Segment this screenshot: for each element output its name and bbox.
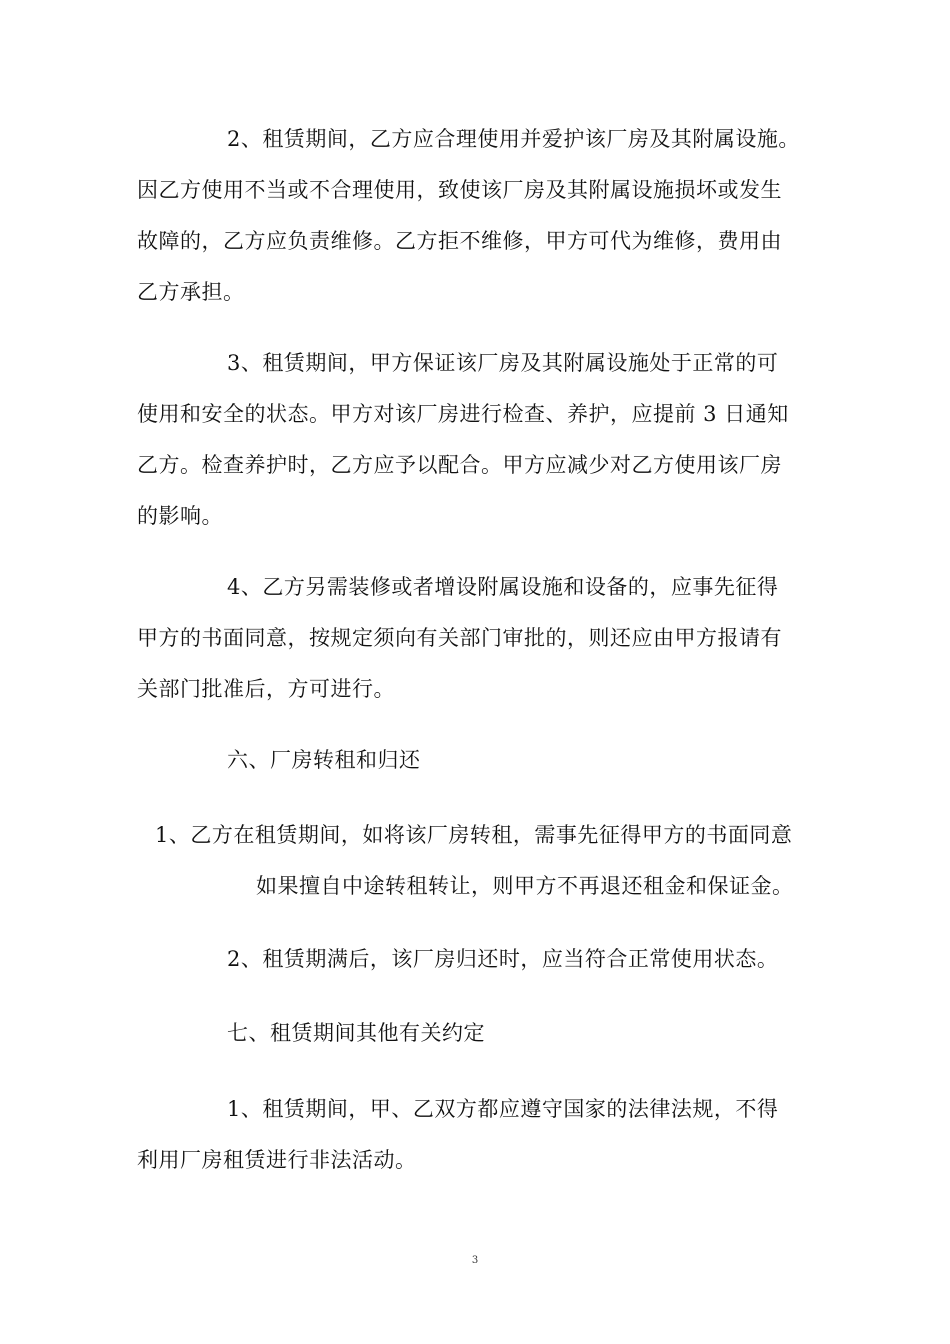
paragraph-line: 如果擅自中途转租转让，则甲方不再退还租金和保证金。 <box>256 874 794 898</box>
paragraph-line: 3、租赁期间，甲方保证该厂房及其附属设施处于正常的可 <box>227 351 779 375</box>
paragraph-line: 乙方。检查养护时，乙方应予以配合。甲方应减少对乙方使用该厂房 <box>137 453 782 477</box>
paragraph-line: 甲方的书面同意，按规定须向有关部门审批的，则还应由甲方报请有 <box>137 626 782 650</box>
section-heading: 六、厂房转租和归还 <box>227 748 421 772</box>
paragraph-line: 2、租赁期满后，该厂房归还时，应当符合正常使用状态。 <box>227 947 779 971</box>
paragraph-line: 关部门批准后，方可进行。 <box>137 677 395 701</box>
paragraph-line: 的影响。 <box>137 504 223 528</box>
paragraph-line: 4、乙方另需装修或者增设附属设施和设备的，应事先征得 <box>227 575 779 599</box>
paragraph-line: 1、租赁期间，甲、乙双方都应遵守国家的法律法规，不得 <box>227 1097 779 1121</box>
paragraph-line: 因乙方使用不当或不合理使用，致使该厂房及其附属设施损坏或发生 <box>137 178 782 202</box>
paragraph-line: 使用和安全的状态。甲方对该厂房进行检查、养护，应提前 3 日通知 <box>137 402 789 426</box>
section-heading: 七、租赁期间其他有关约定 <box>227 1021 485 1045</box>
page-number: 3 <box>471 1255 479 1266</box>
paragraph-line: 利用厂房租赁进行非法活动。 <box>137 1148 417 1172</box>
paragraph-line: 2、租赁期间，乙方应合理使用并爱护该厂房及其附属设施。 <box>227 127 800 151</box>
paragraph-line: 故障的，乙方应负责维修。乙方拒不维修，甲方可代为维修，费用由 <box>137 229 782 253</box>
paragraph-line: 1、乙方在租赁期间，如将该厂房转租，需事先征得甲方的书面同意 <box>155 823 793 847</box>
paragraph-line: 乙方承担。 <box>137 280 245 304</box>
